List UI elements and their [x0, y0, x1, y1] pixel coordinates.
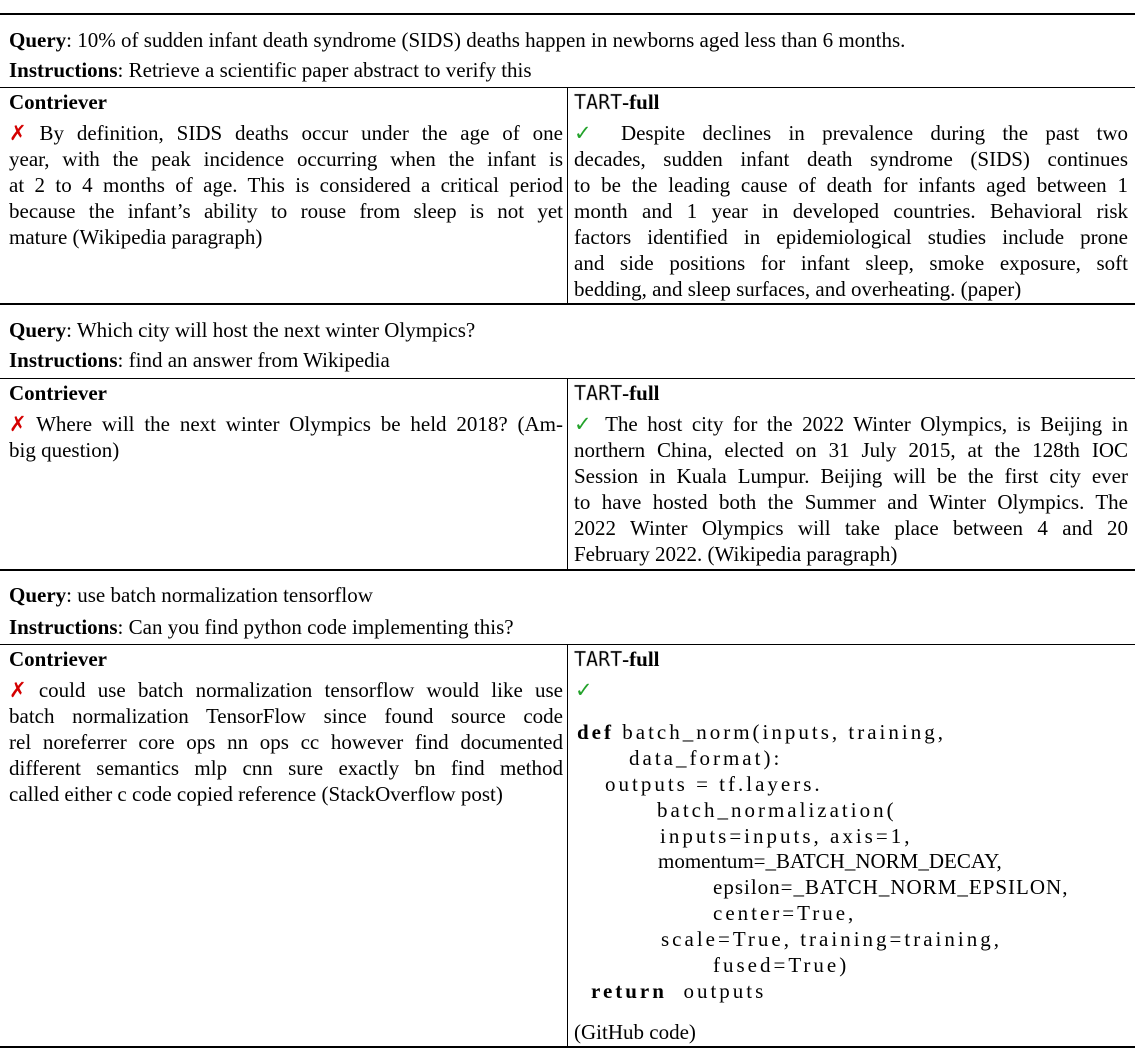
- query-text: : Which city will host the next winter Olympics?: [66, 318, 476, 342]
- contriever-heading: Contriever: [9, 90, 107, 114]
- query-line-1: [9, 27, 905, 53]
- instructions-label: Instructions: [9, 348, 118, 372]
- cross-icon: ✗: [9, 412, 27, 436]
- query-text: : use batch normalization tensorflow: [66, 583, 373, 607]
- cross-icon: ✗: [9, 678, 27, 702]
- tart-heading: TART-full: [574, 647, 660, 671]
- tart-logo-text: TART: [574, 90, 623, 114]
- instructions-text: : Retrieve a scientific paper abstract to verify this: [117, 58, 532, 82]
- query-line-3: [9, 582, 373, 608]
- tart-passage: ✓ Despite declines in prevalence during the past two decades, sudden infant death syndrome (SIDS) continues to be the leading cause of death for infants aged between 1 month and 1 year in developed countries. Behavioral risk factors identified in epidemiological studies include prone and side positions for infant sleep, smoke exposure, soft bedding, and sleep surfaces, and overheating. (paper): [574, 121, 1128, 301]
- check-icon: ✓: [575, 678, 593, 702]
- section-rule-3: [0, 569, 1135, 571]
- check-icon: ✓: [574, 412, 596, 436]
- cross-icon: ✗: [9, 121, 27, 145]
- contriever-passage: ✗ could use batch normalization tensorflow would like use batch normalization TensorFlow since found source code rel noreferrer core ops nn ops cc however find documented different semantics mlp cnn sure exactly bn find method called either c code copied reference (StackOverflow post): [9, 678, 563, 806]
- top-rule: [0, 13, 1135, 15]
- code-line-9: scale=True, training=training,: [661, 927, 1002, 951]
- check-icon: ✓: [574, 121, 604, 145]
- tart-passage: ✓ The host city for the 2022 Winter Olympics, is Beijing in northern China, elected on 31 July 2015, at the 128th IOC Session in Kuala Lumpur. Beijing will be the first city ever to have hosted both the Summer and Winter Olympics. The 2022 Winter Olympics will take place between 4 and 20 February 2022. (Wikipedia paragraph): [574, 412, 1128, 566]
- code-keyword-def: def: [577, 720, 614, 744]
- column-divider-3: [567, 644, 568, 1047]
- code-line-5: inputs=inputs, axis=1,: [660, 824, 913, 848]
- instructions-label: Instructions: [9, 615, 118, 639]
- tart-heading: TART-full: [574, 90, 660, 114]
- query-text: : 10% of sudden infant death syndrome (SIDS) deaths happen in newborns aged less than 6 months.: [66, 28, 906, 52]
- column-divider-2: [567, 378, 568, 570]
- column-divider: [567, 87, 568, 304]
- code-keyword-return: return: [591, 979, 667, 1003]
- instructions-label: Instructions: [9, 58, 118, 82]
- section-rule-2: [0, 303, 1135, 305]
- query-label: Query: [9, 583, 67, 607]
- code-line-8: center=True,: [713, 901, 857, 925]
- contriever-passage: ✗ Where will the next winter Olympics be held 2018? (Am- big question): [9, 412, 564, 462]
- contriever-passage: ✗ By definition, SIDS deaths occur under the age of one year, with the peak incidence occurring when the infant is at 2 to 4 months of age. This is considered a critical period because the infant’s ability to rouse from sleep is not yet mature (Wikipedia paragraph): [9, 121, 563, 249]
- tart-heading: TART-full: [574, 381, 660, 405]
- instructions-line-3: [9, 614, 514, 640]
- bottom-rule: [0, 1046, 1135, 1048]
- code-line-1: def batch_norm(inputs, training,: [577, 720, 946, 744]
- code-line-6: momentum=_BATCH_NORM_DECAY,: [658, 849, 1002, 873]
- tart-logo-text: TART: [574, 647, 623, 671]
- code-line-10: fused=True): [713, 953, 850, 977]
- contriever-heading: Contriever: [9, 647, 107, 671]
- instructions-line-1: [9, 57, 532, 83]
- source-note: (GitHub code): [574, 1020, 696, 1044]
- code-line-3: outputs = tf.layers.: [605, 772, 823, 796]
- contriever-heading: Contriever: [9, 381, 107, 405]
- code-line-4: batch_normalization(: [657, 798, 897, 822]
- instructions-line-2: [9, 347, 390, 373]
- tart-logo-text: TART: [574, 381, 623, 405]
- query-label: Query: [9, 318, 67, 342]
- code-line-2: data_format):: [629, 746, 783, 770]
- code-line-7: epsilon=_BATCH_NORM_EPSILON,: [713, 875, 1069, 899]
- query-label: Query: [9, 28, 67, 52]
- instructions-text: : Can you find python code implementing this?: [117, 615, 514, 639]
- query-line-2: [9, 317, 475, 343]
- instructions-text: : find an answer from Wikipedia: [117, 348, 390, 372]
- code-line-11: return outputs: [591, 979, 767, 1003]
